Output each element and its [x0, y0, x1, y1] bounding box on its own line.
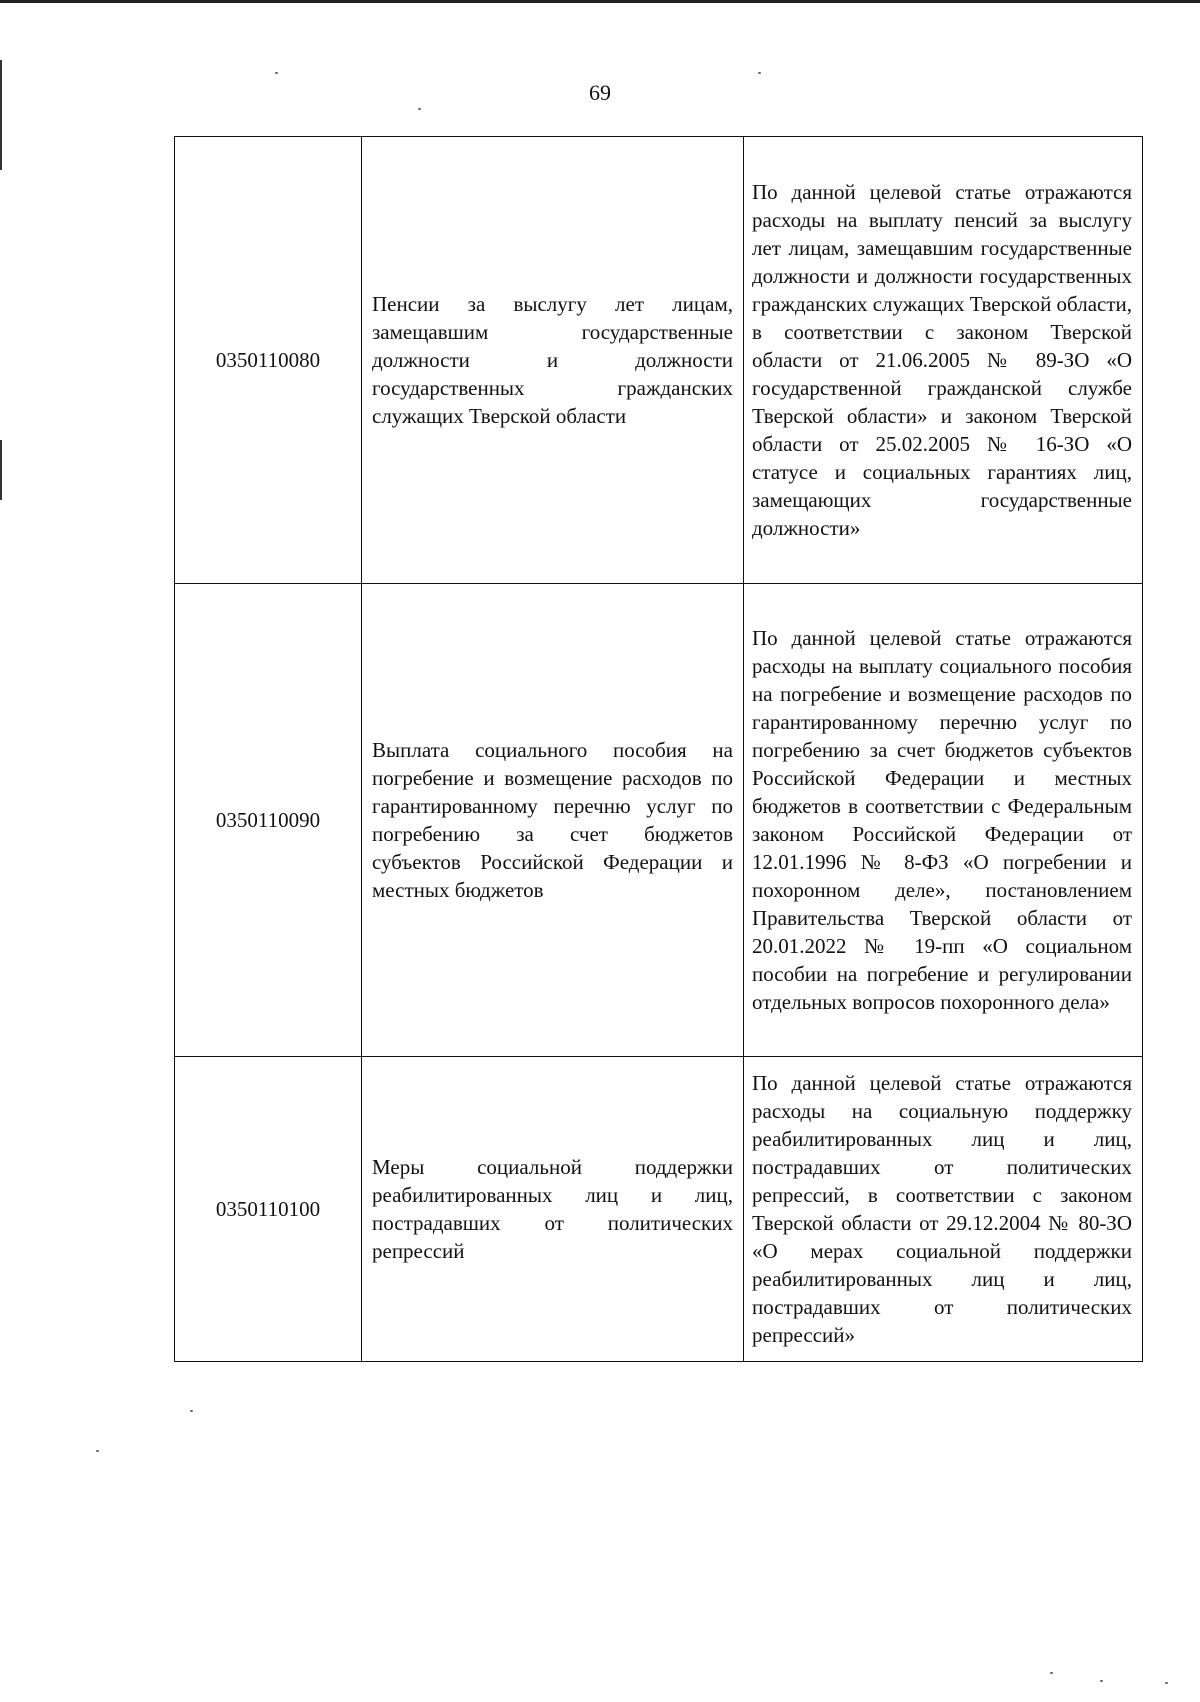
scan-speck [1100, 1680, 1103, 1682]
scan-speck [275, 72, 278, 74]
budget-items-table [174, 136, 1143, 1362]
scan-speck [758, 72, 761, 74]
scan-top-edge [0, 0, 1200, 3]
table-row [175, 137, 1143, 584]
target-article-description: По данной целевой статье отражаются расходы на социальную поддержку реабилитированных лиц и лиц, пострадавших от политических репрессий, в соответствии с законом Тверской области от 29.12.2004 № 80-ЗО «О мерах социальной поддержки реабилитированных лиц и лиц, пострадавших от политических репрессий» [744, 1057, 1143, 1362]
target-article-code: 0350110080 [175, 137, 362, 584]
target-article-description: По данной целевой статье отражаются расходы на выплату социального пособия на погребение и возмещение расходов по гарантированному перечню услуг по погребению за счет бюджетов субъектов Российской Федерации и местных бюджетов в соответствии с Федеральным законом Российской Федерации от 12.01.1996 № 8-ФЗ «О погребении и похоронном деле», постановлением Правительства Тверской области от 20.01.2022 № 19-пп «О социальном пособии на погребение и регулировании отдельных вопросов похоронного дела» [744, 584, 1143, 1057]
target-article-code: 0350110100 [175, 1057, 362, 1362]
scan-speck [1050, 1672, 1053, 1674]
scan-left-edge-mark [0, 440, 2, 500]
target-article-name: Пенсии за выслугу лет лицам, замещавшим государственные должности и должности государственных гражданских служащих Тверской области [362, 137, 744, 584]
target-article-name: Меры социальной поддержки реабилитированных лиц и лиц, пострадавших от политических репрессий [362, 1057, 744, 1362]
table-row [175, 584, 1143, 1057]
table-row [175, 1057, 1143, 1362]
scan-left-edge-mark [0, 60, 2, 170]
target-article-name: Выплата социального пособия на погребение и возмещение расходов по гарантированному перечню услуг по погребению за счет бюджетов субъектов Российской Федерации и местных бюджетов [362, 584, 744, 1057]
target-article-code: 0350110090 [175, 584, 362, 1057]
page-number: 69 [589, 80, 611, 105]
scan-speck [418, 108, 421, 110]
scan-speck [1165, 1682, 1168, 1684]
target-article-description: По данной целевой статье отражаются расходы на выплату пенсий за выслугу лет лицам, замещавшим государственные должности и должности государственных гражданских служащих Тверской области, в соответствии с законом Тверской области от 21.06.2005 № 89-ЗО «О государственной гражданской службе Тверской области» и законом Тверской области от 25.02.2005 № 16-ЗО «О статусе и социальных гарантиях лиц, замещающих государственные должности» [744, 137, 1143, 584]
scan-speck [190, 1410, 193, 1412]
scan-speck [96, 1450, 99, 1452]
